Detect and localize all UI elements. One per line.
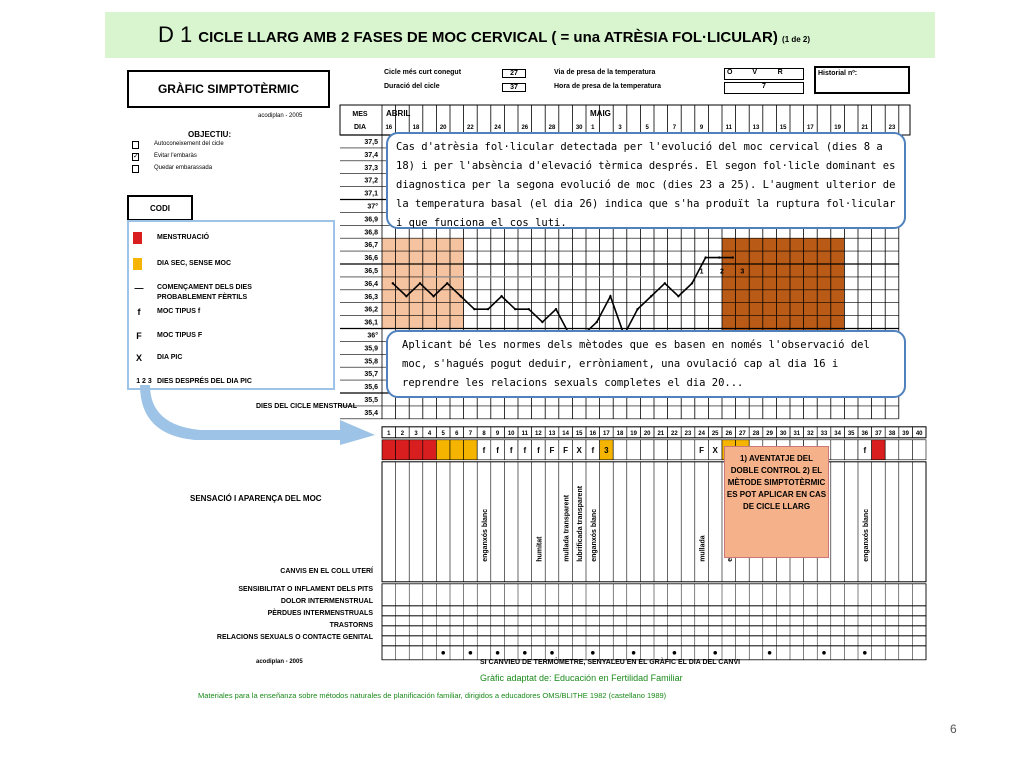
callout-top	[386, 132, 906, 229]
temperature-tick: 35,9	[364, 345, 378, 353]
legend-label: DIA SEC, SENSE MOC	[157, 260, 232, 267]
cycle-day-number: 12	[535, 430, 542, 437]
objectives-heading: OBJECTIU:	[188, 130, 232, 139]
calendar-day-label: 26	[521, 125, 529, 131]
temp-hour-value[interactable]: 7	[724, 82, 804, 94]
day-label: DIA	[353, 124, 367, 131]
objective-item	[130, 152, 350, 163]
temperature-point	[732, 256, 734, 258]
code-cell	[872, 440, 886, 460]
short-cycle-label: Cicle més curt conegut	[384, 69, 462, 76]
code-cell	[681, 440, 695, 460]
temperature-point	[460, 295, 462, 297]
cycle-day-number: 6	[455, 430, 459, 437]
legend-swatch: 1 2 3	[136, 378, 152, 385]
temperature-point	[650, 295, 652, 297]
cycle-day-number: 9	[495, 430, 500, 437]
temperature-point	[718, 256, 720, 258]
temperature-point	[704, 256, 706, 258]
code-symbol: f	[863, 445, 867, 455]
menstruation-shade	[450, 238, 464, 328]
calendar-day-label: 17	[807, 125, 814, 131]
calendar-day-label: 24	[494, 125, 501, 131]
cycle-day-number: 28	[752, 430, 760, 437]
code-symbol: f	[496, 445, 499, 455]
calendar-day-label: 9	[699, 125, 704, 131]
observation-row-label: PÈRDUES INTERMENSTRUALS	[267, 610, 373, 617]
duration-label: Duració del cicle	[384, 83, 440, 90]
sensation-text: enganxós blanc	[862, 508, 870, 562]
temperature-tick: 37,1	[364, 190, 378, 198]
code-cell	[885, 440, 899, 460]
cycle-day-number: 3	[414, 430, 418, 437]
sensation-text: humitat	[536, 536, 544, 562]
cycle-days-label: DIES DEL CICLE MENSTRUAL	[256, 403, 357, 410]
code-cell	[831, 440, 845, 460]
intercourse-dot	[469, 651, 473, 655]
cycle-day-number: 25	[711, 430, 719, 437]
history-box[interactable]	[814, 66, 910, 94]
legend-panel	[127, 220, 335, 390]
legend-item	[129, 330, 329, 350]
cycle-day-number: 16	[589, 430, 597, 437]
title-text: CICLE LLARG AMB 2 FASES DE MOC CERVICAL ( = una ATRÈSIA FOL·LICULAR)	[198, 29, 778, 46]
legend-item	[129, 232, 329, 252]
calendar-day-label: 3	[618, 125, 622, 131]
temperature-point	[473, 308, 475, 310]
chart-title-box	[127, 70, 330, 108]
legend-swatch	[133, 232, 142, 244]
cycle-day-number: 24	[698, 430, 705, 437]
cycle-day-number: 1	[387, 430, 391, 437]
callout-top-text: Cas d'atrèsia fol·licular detectada per l'evolució del moc cervical (dies 8 a 18) i per l'absència d'elevació tèrmica després. El segon fol·licle dominant es diagnostica per la segona evolució de moc (dies 23 a 25). L'augment ulterior de la temperatura basal (el dia 26) indica que s'ha produït la ruptura fol·licular i que funciona el cos luti.	[396, 141, 896, 229]
cycle-day-number: 30	[779, 430, 787, 437]
cycle-day-number: 39	[902, 430, 909, 437]
short-cycle-value[interactable]: 27	[502, 69, 526, 78]
code-symbol: 3	[604, 445, 609, 455]
thermometer-note: SI CANVIEU DE TERMÒMETRE, SENYALEU EN EL GRÀFIC EL DIA DEL CANVI	[480, 659, 741, 666]
code-cell	[396, 440, 410, 460]
legend-swatch	[133, 258, 142, 270]
title-code: D 1	[158, 22, 193, 47]
observation-row-label: TRASTORNS	[329, 622, 373, 629]
month-label: MAIG	[590, 109, 611, 118]
cycle-day-number: 29	[766, 430, 773, 437]
sensation-text: enganxós blanc	[482, 508, 489, 562]
cycle-day-number: 11	[521, 430, 528, 437]
code-symbol: X	[576, 445, 582, 455]
cycle-day-number: 20	[643, 430, 651, 437]
intercourse-dot	[768, 651, 772, 655]
code-cell	[436, 440, 450, 460]
temperature-tick: 37,4	[364, 151, 378, 159]
cycle-day-number: 10	[507, 430, 515, 437]
objective-label: Autoconeixement del cicle	[154, 141, 224, 147]
cycle-day-number: 23	[684, 430, 692, 437]
legend-swatch: f	[137, 307, 141, 317]
temperature-point	[392, 282, 394, 284]
callout-bottom-text: Aplicant bé les normes dels mètodes que es basen en només l'observació del moc, s'hagués pogut deduir, erròniament, una ovulació cap al dia 16 i reprendre les relacions sexuals completes el dia 20...	[402, 339, 870, 389]
cycle-day-number: 31	[793, 430, 801, 437]
temperature-tick: 37,2	[364, 177, 378, 185]
legend-label: COMENÇAMENT DELS DIES PROBABLEMENT FÈRTILS	[157, 284, 252, 301]
temperature-point	[405, 295, 407, 297]
intercourse-dot	[550, 651, 554, 655]
calendar-day-label: 20	[439, 125, 447, 131]
cycle-day-number: 4	[427, 430, 432, 437]
title-page-of: (1 de 2)	[782, 35, 811, 44]
objective-item	[130, 140, 350, 151]
code-symbol: f	[482, 445, 486, 455]
calendar-day-label: 22	[467, 125, 474, 131]
legend-item	[129, 352, 329, 372]
code-cell	[627, 440, 641, 460]
recommendation-box	[724, 446, 829, 558]
calendar-day-label: 1	[591, 125, 595, 131]
post-peak-label: 1	[699, 268, 704, 276]
code-cell	[844, 440, 858, 460]
sensation-text: lubrificada transparent	[577, 485, 585, 562]
recommendation-text: 1) AVENTATJE DEL DOBLE CONTROL 2) EL MÈTODE SIMPTOTÈRMIC ES POT APLICAR EN CAS DE CICLE LLARG	[726, 454, 827, 511]
temperature-tick: 36,7	[364, 242, 378, 250]
code-cell	[450, 440, 464, 460]
code-cell	[654, 440, 668, 460]
cycle-day-number: 40	[915, 430, 923, 437]
intercourse-dot	[496, 651, 500, 655]
cycle-day-number: 8	[482, 430, 486, 437]
code-cell	[464, 440, 478, 460]
acodiplan-bottom: acodiplan - 2005	[256, 659, 303, 665]
calendar-day-label: 30	[575, 125, 583, 131]
code-cell	[613, 440, 627, 460]
code-symbol: f	[591, 445, 595, 455]
codi-label: CODI	[150, 204, 170, 213]
cycle-day-number: 5	[441, 430, 445, 437]
temperature-point	[596, 321, 598, 323]
temp-hour-label: Hora de presa de la temperatura	[554, 83, 661, 90]
intercourse-dot	[441, 651, 445, 655]
intercourse-dot	[863, 651, 867, 655]
sensation-text: enganxós blanc	[590, 508, 598, 562]
post-peak-label: 2	[720, 268, 724, 276]
legend-item	[129, 282, 329, 302]
legend-item	[129, 306, 329, 326]
callout-bottom	[386, 330, 906, 398]
legend-swatch: F	[136, 331, 142, 341]
cycle-day-number: 37	[875, 430, 882, 437]
objective-checkbox[interactable]	[132, 141, 139, 149]
temperature-tick: 37,3	[364, 164, 378, 172]
adapted-from: Gràfic adaptat de: Educación en Fertilidad Familiar	[480, 673, 683, 683]
intercourse-dot	[632, 651, 636, 655]
legend-item	[129, 258, 329, 278]
cycle-day-number: 33	[820, 430, 828, 437]
intercourse-dot	[822, 651, 826, 655]
code-cell	[423, 440, 437, 460]
temperature-point	[432, 295, 434, 297]
temperature-tick: 36,8	[364, 229, 378, 237]
temperature-tick: 35,7	[364, 371, 378, 379]
objective-checkbox[interactable]	[132, 165, 139, 173]
calendar-day-label: 16	[385, 125, 393, 131]
cycle-day-number: 32	[807, 430, 814, 437]
temperature-point	[541, 321, 543, 323]
temperature-tick: 36,6	[364, 255, 378, 263]
cycle-day-number: 7	[468, 430, 473, 437]
cycle-day-number: 21	[657, 430, 665, 437]
calendar-day-label: 18	[412, 125, 420, 131]
codi-box	[127, 195, 193, 221]
temperature-tick: 36°	[367, 332, 378, 340]
page-number: 6	[950, 722, 957, 736]
temp-route-options[interactable]	[724, 68, 804, 80]
code-cell	[640, 440, 654, 460]
temperature-point	[528, 308, 530, 310]
route-option-r[interactable]: R	[777, 69, 783, 76]
observation-row-label: RELACIONS SEXUALS O CONTACTE GENITAL	[216, 634, 373, 641]
code-cell	[668, 440, 682, 460]
observation-row-label: CANVIS EN EL COLL UTERÍ	[280, 568, 373, 575]
temperature-point	[636, 308, 638, 310]
objective-label: Quedar embarassada	[154, 165, 213, 171]
temperature-point	[446, 282, 448, 284]
temperature-point	[691, 282, 693, 284]
temperature-tick: 35,5	[364, 397, 378, 404]
temp-route-label: Via de presa de la temperatura	[554, 69, 656, 76]
temperature-tick: 36,2	[364, 306, 378, 314]
cycle-day-number: 14	[562, 430, 569, 437]
legend-swatch: X	[135, 353, 142, 363]
calendar-day-label: 7	[672, 125, 677, 131]
temperature-tick: 37,5	[364, 139, 378, 146]
post-peak-label: 3	[740, 268, 745, 276]
temperature-tick: 35,6	[364, 384, 378, 392]
legend-label: MENSTRUACIÓ	[157, 234, 210, 241]
objective-label: Evitar l'embaràs	[154, 153, 197, 159]
intercourse-dot	[673, 651, 677, 655]
code-symbol: f	[523, 445, 527, 455]
code-symbol: f	[509, 445, 513, 455]
month-label: ABRIL	[386, 109, 411, 118]
calendar-day-label: 23	[888, 125, 896, 131]
menstruation-shade	[396, 238, 410, 328]
temperature-tick: 36,3	[364, 293, 378, 301]
cycle-day-number: 13	[548, 430, 556, 437]
temperature-tick: 35,4	[364, 409, 378, 417]
code-symbol: f	[537, 445, 540, 455]
code-cell	[899, 440, 913, 460]
temperature-tick: 36,1	[364, 319, 378, 327]
code-cell	[382, 440, 396, 460]
temperature-tick: 36,9	[364, 216, 378, 224]
objectives-block	[130, 130, 350, 175]
calendar-day-label: 15	[779, 125, 787, 131]
calendar-day-label: 13	[752, 125, 760, 131]
sensation-text: mullada transparent	[563, 494, 571, 562]
cycle-day-number: 34	[834, 430, 841, 437]
temperature-point	[555, 308, 557, 310]
cycle-day-number: 27	[739, 430, 746, 437]
temperature-tick: 35,8	[364, 358, 378, 366]
temperature-point	[609, 295, 611, 297]
header-fields	[382, 66, 910, 96]
cycle-day-number: 26	[725, 430, 733, 437]
acodiplan-top: acodiplan - 2005	[258, 113, 303, 119]
intercourse-dot	[523, 651, 527, 655]
cycle-day-number: 2	[400, 430, 405, 437]
cycle-day-number: 15	[575, 430, 583, 437]
temperature-tick: 37°	[367, 203, 378, 211]
legend-label: MOC TIPUS f	[157, 308, 201, 315]
cycle-day-number: 18	[616, 430, 624, 437]
sensation-text: mullada	[699, 535, 707, 562]
observation-row-label: SENSIBILITAT O INFLAMENT DELS PITS	[238, 586, 373, 593]
calendar-day-label: 11	[725, 125, 732, 131]
objective-item	[130, 164, 350, 175]
legend-swatch: —	[134, 283, 144, 293]
observation-row-label: DOLOR INTERMENSTRUAL	[280, 598, 373, 605]
temperature-point	[664, 282, 666, 284]
code-symbol: F	[549, 445, 555, 455]
temperature-point	[419, 282, 421, 284]
intercourse-dot	[713, 651, 717, 655]
page-title	[158, 22, 810, 48]
temperature-point	[677, 295, 679, 297]
temperature-point	[487, 308, 489, 310]
header-grid	[340, 105, 910, 135]
temperature-tick: 36,5	[364, 268, 378, 275]
calendar-day-label: 5	[645, 125, 649, 131]
cycle-day-number: 35	[847, 430, 855, 437]
legend-label: DIES DESPRÉS DEL DIA PIC	[157, 378, 252, 385]
route-option-o[interactable]: O	[727, 69, 733, 76]
legend-label: MOC TIPUS F	[157, 332, 203, 339]
route-option-v[interactable]: V	[752, 69, 757, 76]
cycle-day-number: 19	[630, 430, 637, 437]
sensation-label: SENSACIÓ I APARENÇA DEL MOC	[190, 494, 322, 503]
temperature-point	[514, 308, 516, 310]
cycle-day-number: 36	[861, 430, 869, 437]
menstruation-shade	[423, 238, 437, 328]
cycle-day-number: 22	[671, 430, 678, 437]
history-label: Historial nº:	[818, 70, 858, 77]
chart-title: GRÀFIC SIMPTOTÈRMIC	[157, 82, 300, 96]
cycle-day-number: 38	[888, 430, 896, 437]
source-note: Materiales para la enseñanza sobre métodos naturales de planificación familiar, dirigidos a educadores OMS/BLITHE 1982 (castellano 1989)	[198, 691, 667, 700]
legend-label: DIA PIC	[157, 354, 183, 361]
intercourse-dot	[591, 651, 595, 655]
code-symbol: F	[699, 445, 705, 455]
months-label: MES	[352, 111, 368, 118]
code-cell	[409, 440, 423, 460]
cycle-day-number: 17	[603, 430, 610, 437]
code-cell	[912, 440, 926, 460]
temperature-tick: 36,4	[364, 280, 378, 288]
calendar-day-label: 21	[861, 125, 869, 131]
objective-checkbox[interactable]: ✓	[133, 153, 139, 160]
duration-value[interactable]: 37	[502, 83, 526, 92]
code-symbol: F	[563, 445, 569, 455]
calendar-day-label: 19	[834, 125, 841, 131]
temperature-point	[500, 295, 502, 297]
calendar-day-label: 28	[548, 125, 556, 131]
code-symbol: X	[712, 445, 718, 455]
